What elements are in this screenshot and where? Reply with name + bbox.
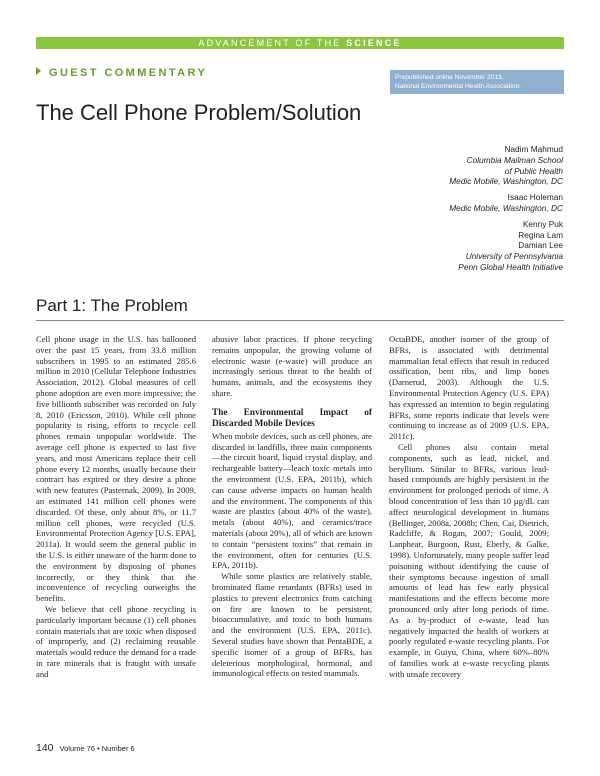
body-paragraph: Cell phones also contain metal components, such as lead, nickel, and beryllium. Similar to BFRs, various lead-based compounds are highly persistent in the environment for prolonged periods of time. A blood concentration of less than 10 µg/dL can affect neurological development in humans (Bellinger, 2008a, 2008b; Chen, Cai, Dietrich, Radcliffe, & Rogan, 2007; Gould, 2009; Lanphear, Burgoon, Rust, Eberly, & Galke, 1998). Unfortunately, many people suffer lead poisoning without identifying the cause of their symptoms because ingestion of small amounts of lead has few early physical manifestations and the effects become more pronounced only after long periods of time. As a by-product of e-waste, lead has negatively impacted the health of workers at poorly regulated e-waste recycling plants. For example, in Guiyu, China, where 60%–80% of families work at e-waste recycling plants with unsafe recovery (389, 441, 549, 679)
author-name: Nadim Mahmud (504, 144, 563, 154)
prepub-note (390, 70, 564, 94)
author-affiliation: Medic Mobile, Washington, DC (449, 176, 563, 187)
prepub-line-2: National Environmental Health Association. (395, 83, 522, 90)
banner-prefix: ADVANCEMENT OF THE (198, 38, 347, 48)
section-banner (36, 37, 564, 49)
section-label (36, 67, 207, 79)
author-affiliation: Columbia Mailman School (466, 154, 563, 165)
heading-rule (36, 320, 564, 321)
author-name: Isaac Holeman (507, 192, 563, 203)
section-label-text: GUEST COMMENTARY (49, 67, 208, 79)
author-name: Damian Lee (518, 240, 563, 251)
body-paragraph: We believe that cell phone recycling is particularly important because (1) cell phones contain materials that are toxic when disposed of improperly, and (2) reclaiming reusable materials would reduce the demand for a trade in rare minerals that is fraught with unsafe and (36, 603, 196, 679)
author-affiliation: of Public Health (504, 165, 563, 176)
body-column-2 (212, 334, 372, 679)
volume-info: Volume 76 • Number 6 (59, 744, 135, 753)
page-number: 140 (36, 742, 54, 754)
body-paragraph: abusive labor practices. If phone recycling remains unpopular, the growing volume of electronic waste (e-waste) will produce an increasingly serious threat to the health of humans, animals, and the ecosystems they share. (212, 334, 372, 398)
author-name: Kenny Puk (522, 218, 563, 229)
banner-emphasis: SCIENCE (346, 38, 402, 48)
body-column-1 (36, 334, 196, 680)
author-block (449, 144, 563, 273)
part-heading: Part 1: The Problem (36, 296, 188, 315)
body-paragraph: When mobile devices, such as cell phones, are discarded in landfills, three main components—the circuit board, liquid crystal display, and rechargeable battery—leach toxic metals into the environment (U.S. EPA, 2011b), which can cause adverse impacts on human health and the environment. The components of this waste are plastics (about 40% of the waste), metals (about 40%), and ceramics/trace materials (about 20%), all of which are known to contain “persistent toxins” that remain in the environment, often for centuries (U.S. EPA, 2011b). (212, 430, 372, 571)
article-title: The Cell Phone Problem/Solution (36, 100, 362, 125)
body-paragraph: Cell phone usage in the U.S. has ballooned over the past 15 years, from 33.8 million subscribers in 1995 to an estimated 285.6 million in 2010 (Cellular Telephone Industries Association, 2012). Global measures of cell phone adoption are even more impressive; the five billionth subscriber was recorded on July 8, 2010 (Ericsson, 2010). While cell phone popularity is rising, efforts to recycle cell phones remain unpopular worldwide. The average cell phone is expected to last five years, and most Americans replace their cell phone every 12 months, usually because their contract has expired or they desire a phone with new features (Pasternak, 2009). In 2009, an estimated 141 million cell phones were discarded. Of these, only about 8%, or 11.7 million cell phones, were recycled (U.S. Environmental Protection Agency [U.S. EPA], 2011a). It would seem the general public in the U.S. is either unaware of the harm done to the environment by disposing of phones incorrectly, or they think that the inconvenience of recycling outweighs the benefits. (36, 334, 196, 604)
page-footer (36, 742, 135, 754)
author-affiliation: University of Pennsylvania (465, 251, 563, 262)
subsection-heading: The Environmental Impact of Discarded Mobile Devices (212, 407, 372, 429)
triangle-bullet-icon (36, 67, 41, 75)
body-paragraph: While some plastics are relatively stable, brominated flame retardants (BFRs) used in plastics to prevent electronics from catching on fire are known to be persistent, bioaccumulative, and toxic to both humans and the environment (U.S. EPA, 2011c). Several studies have shown that PentaBDE, a specific isomer of a group of BFRs, has deleterious morphological, hormonal, and immunological effects on tested mammals. (212, 571, 372, 679)
prepub-line-1: Prepublished online November 2013, (395, 74, 504, 81)
author-name: Regina Lam (518, 229, 563, 240)
author-affiliation: Medic Mobile, Washington, DC (449, 202, 563, 213)
body-paragraph: OctaBDE, another isomer of the group of BFRs, is associated with detrimental mammalian fetal effects that result in reduced ossification, bent ribs, and limp bones (Darnerud, 2003). Although the U.S. Environmental Protection Agency (U.S. EPA) has expressed an intention to begin regulating BFRs, some reports indicate that levels were continuing to increase as of 2009 (U.S. EPA, 2011c). (389, 334, 549, 442)
body-column-3 (389, 334, 549, 680)
author-affiliation: Penn Global Health Initiative (458, 261, 563, 272)
